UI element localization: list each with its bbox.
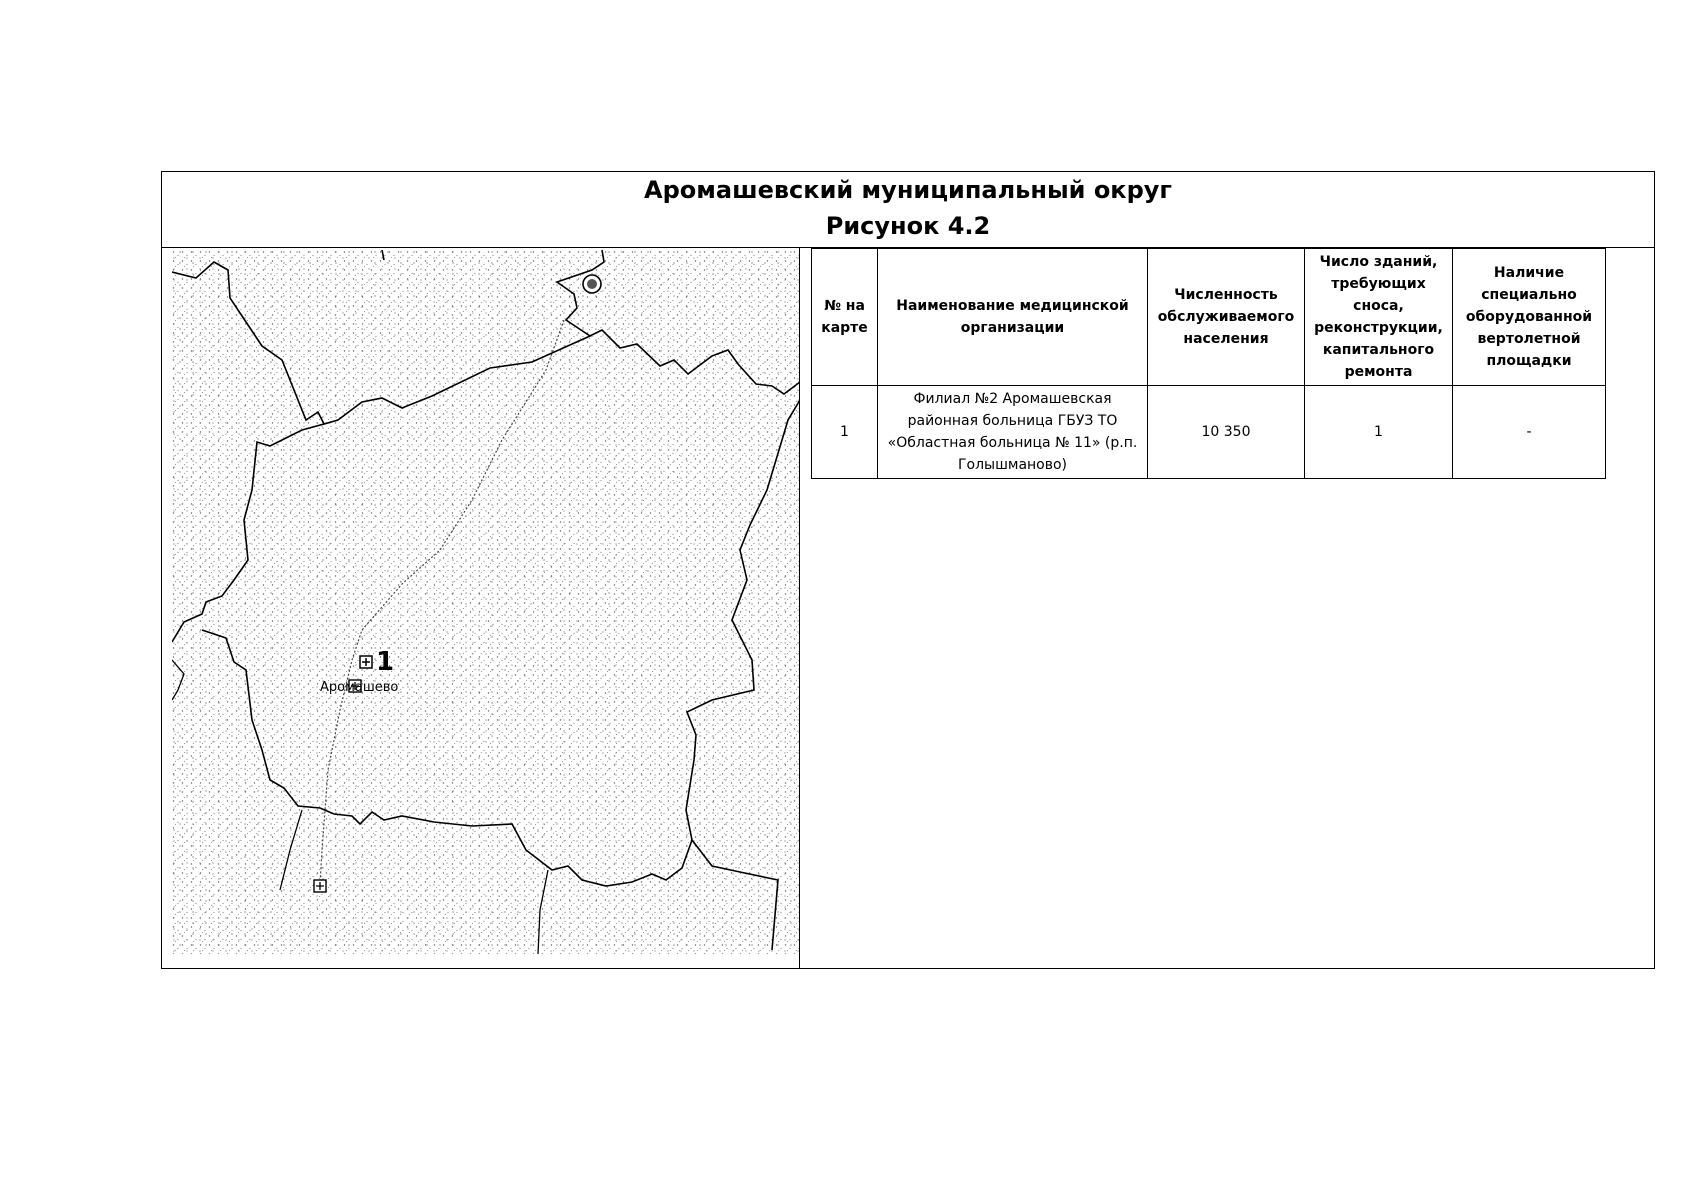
cell-organization: Филиал №2 Аромашевская районная больница ГБУЗ ТО «Областная больница № 11» (р.п. Голышманово) [878, 386, 1148, 479]
cell-buildings: 1 [1305, 386, 1453, 479]
marker-number: 1 [376, 647, 395, 677]
figure-frame [161, 171, 1655, 969]
cell-helipad: - [1453, 386, 1606, 479]
col-header-helipad: Наличие специально оборудованной вертолетной площадки [1453, 249, 1606, 386]
col-header-buildings: Число зданий, требующих сноса, реконструкции, капитального ремонта [1305, 249, 1453, 386]
medical-organizations-table [811, 248, 1606, 479]
district-map[interactable] [172, 250, 800, 954]
col-header-population: Численность обслуживаемого населения [1148, 249, 1305, 386]
settlement-marker-south [314, 880, 326, 892]
col-header-organization: Наименование медицинской организации [878, 249, 1148, 386]
col-header-map-number: № на карте [812, 249, 878, 386]
table-row [812, 386, 1606, 479]
page-title: Аромашевский муниципальный округ [644, 176, 1172, 204]
settlement-marker-north [583, 275, 601, 293]
cell-map-number: 1 [812, 386, 878, 479]
settlement-aromashevo [320, 680, 398, 695]
table-header-row [812, 249, 1606, 386]
figure-caption: Рисунок 4.2 [825, 212, 991, 240]
cell-population: 10 350 [1148, 386, 1305, 479]
map-divider [799, 248, 800, 968]
settlement-label: Аромашево [320, 680, 399, 695]
title-box [162, 172, 1654, 248]
